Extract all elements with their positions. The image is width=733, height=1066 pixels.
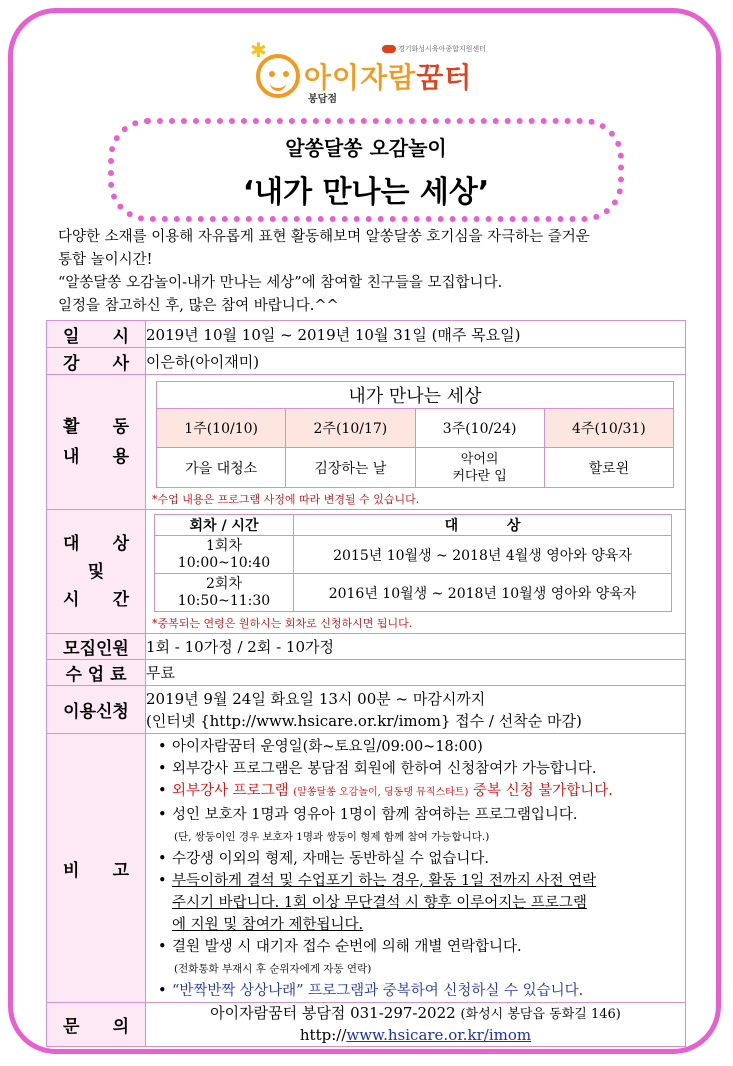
contact-row — [47, 1003, 686, 1047]
program-subtitle: 알쏭달쏭 오감놀이 — [285, 136, 447, 160]
instructor-value: 이은하(아이재미) — [146, 348, 686, 375]
contact-phone: 아이자람꿈터 봉담점 031-297-2022 — [210, 1004, 456, 1022]
remark-item: • 결원 발생 시 대기자 접수 순번에 의해 개별 연락합니다. — [158, 939, 522, 955]
remark-item: • 부득이하게 결석 및 수업포기 하는 경우, 활동 1일 전까지 사전 연락 — [158, 873, 597, 889]
plan-title: 내가 만나는 세상 — [157, 382, 674, 409]
schedule-label: 일 시 — [47, 321, 146, 348]
contact-label: 문 의 — [47, 1003, 146, 1047]
intro-text — [58, 226, 684, 318]
application-label: 이용신청 — [47, 686, 146, 734]
session-target: 2015년 10월생 ~ 2018년 4월생 영아와 양육자 — [294, 536, 672, 574]
remark-item: • “반짝반짝 상상나래” 프로그램과 중복하여 신청하실 수 있습니다. — [158, 983, 584, 999]
col-time: 회차 / 시간 — [155, 515, 294, 536]
remarks-label: 비 고 — [47, 734, 146, 1003]
logo-name: 아이자람꿈터 — [304, 61, 473, 94]
remark-item-cont: 에 지원 및 참여가 제한됩니다. — [172, 917, 364, 933]
logo — [250, 38, 490, 106]
target-label: 대 상 및 시 간 — [47, 510, 146, 634]
center-name: 경기화성시육아종합지원센터 — [382, 44, 486, 54]
logo-branch: 봉담점 — [308, 94, 337, 105]
application-period: 2019년 9월 24일 화요일 13시 00분 ~ 마감시까지 — [146, 689, 486, 708]
intro-line: 일정을 참고하신 후, 많은 참여 바랍니다.^^ — [58, 298, 339, 314]
target-row — [47, 510, 686, 634]
week-topic: 할로윈 — [544, 448, 673, 488]
session-target: 2016년 10월생 ~ 2018년 10월생 영아와 양육자 — [294, 574, 672, 612]
capacity-label: 모집인원 — [47, 634, 146, 660]
session-time: 2회차 10:50~11:30 — [155, 574, 294, 612]
remark-item: • 외부강사 프로그램은 봉담점 회원에 한하여 신청참여가 가능합니다. — [158, 761, 597, 777]
smiley-icon — [256, 54, 300, 98]
week-header: 1주(10/10) — [157, 409, 286, 448]
session-row — [155, 574, 672, 612]
intro-line: 다양한 소재를 이용해 자유롭게 표현 활동해보며 알쏭달쏭 호기심을 자극하는 즐거운 — [58, 229, 590, 245]
star-icon: ✱ — [250, 38, 267, 62]
intro-line: “알쏭달쏭 오감놀이-내가 만나는 세상”에 참여할 친구들을 모집합니다. — [58, 275, 503, 291]
remark-item: • 수강생 이외의 형제, 자매는 동반하실 수 없습니다. — [158, 851, 490, 867]
application-value — [146, 686, 686, 734]
activity-label: 활 동 내 용 — [47, 375, 146, 510]
activity-row — [47, 375, 686, 510]
fee-row — [47, 660, 686, 686]
program-title: ‘내가 만나는 세상’ — [242, 175, 490, 210]
title-box — [108, 118, 624, 222]
week-topic: 가을 대청소 — [157, 448, 286, 488]
intro-line: 통합 놀이시간! — [58, 252, 153, 268]
activity-plan-table — [156, 381, 674, 488]
capacity-row — [47, 634, 686, 660]
fee-value: 무료 — [146, 660, 686, 686]
remark-item: • 아이자람꿈터 운영일(화~토요일/09:00~18:00) — [158, 739, 483, 755]
activity-note: *수업 내용은 프로그램 사정에 따라 변경될 수 있습니다. — [152, 493, 420, 506]
website-link[interactable]: www.hsicare.or.kr/imom — [346, 1026, 532, 1044]
instructor-row — [47, 348, 686, 375]
session-table — [154, 514, 672, 612]
week-header: 2주(10/17) — [286, 409, 415, 448]
remarks-content — [146, 734, 686, 1003]
session-row — [155, 536, 672, 574]
activity-content — [146, 375, 686, 510]
instructor-label: 강 사 — [47, 348, 146, 375]
remarks-row — [47, 734, 686, 1003]
target-note: *중복되는 연령은 원하시는 회차로 신청하시면 됩니다. — [152, 617, 413, 630]
schedule-row — [47, 321, 686, 348]
remark-item: • 외부강사 프로그램 (알쏭달쏭 오감놀이, 딩동댕 뮤직스타트) 중복 신청 불가합니다. — [158, 783, 613, 799]
application-method: (인터넷 {http://www.hsicare.or.kr/imom} 접수 / 선착순 마감) — [146, 711, 582, 730]
contact-address: (화성시 봉담읍 동화길 146) — [460, 1007, 621, 1022]
week-topic: 김장하는 날 — [286, 448, 415, 488]
target-content — [146, 510, 686, 634]
remark-subnote: (단, 쌍둥이인 경우 보호자 1명과 쌍둥이 형제 함께 참여 가능합니다.) — [174, 831, 490, 843]
info-table — [46, 320, 686, 1047]
contact-value: 아이자람꿈터 봉담점 031-297-2022 (화성시 봉담읍 동화길 146) http://www.hsicare.or.kr/imom — [146, 1003, 686, 1047]
center-mark-icon — [382, 45, 396, 53]
week-topic: 악어의 커다란 입 — [415, 448, 544, 488]
col-target: 대 상 — [294, 515, 672, 536]
remark-item-cont: 주시기 바랍니다. 1회 이상 무단결석 시 향후 이루어지는 프로그램 — [172, 895, 587, 911]
remark-subnote: (전화통화 부재시 후 순위자에게 자동 연락) — [174, 963, 372, 975]
week-header: 4주(10/31) — [544, 409, 673, 448]
fee-label: 수 업 료 — [47, 660, 146, 686]
schedule-value: 2019년 10월 10일 ~ 2019년 10월 31일 (매주 목요일) — [146, 321, 686, 348]
session-time: 1회차 10:00~10:40 — [155, 536, 294, 574]
remark-item: • 성인 보호자 1명과 영유아 1명이 함께 참여하는 프로그램입니다. — [158, 807, 578, 823]
capacity-value: 1회 - 10가정 / 2회 - 10가정 — [146, 634, 686, 660]
week-header: 3주(10/24) — [415, 409, 544, 448]
application-row — [47, 686, 686, 734]
